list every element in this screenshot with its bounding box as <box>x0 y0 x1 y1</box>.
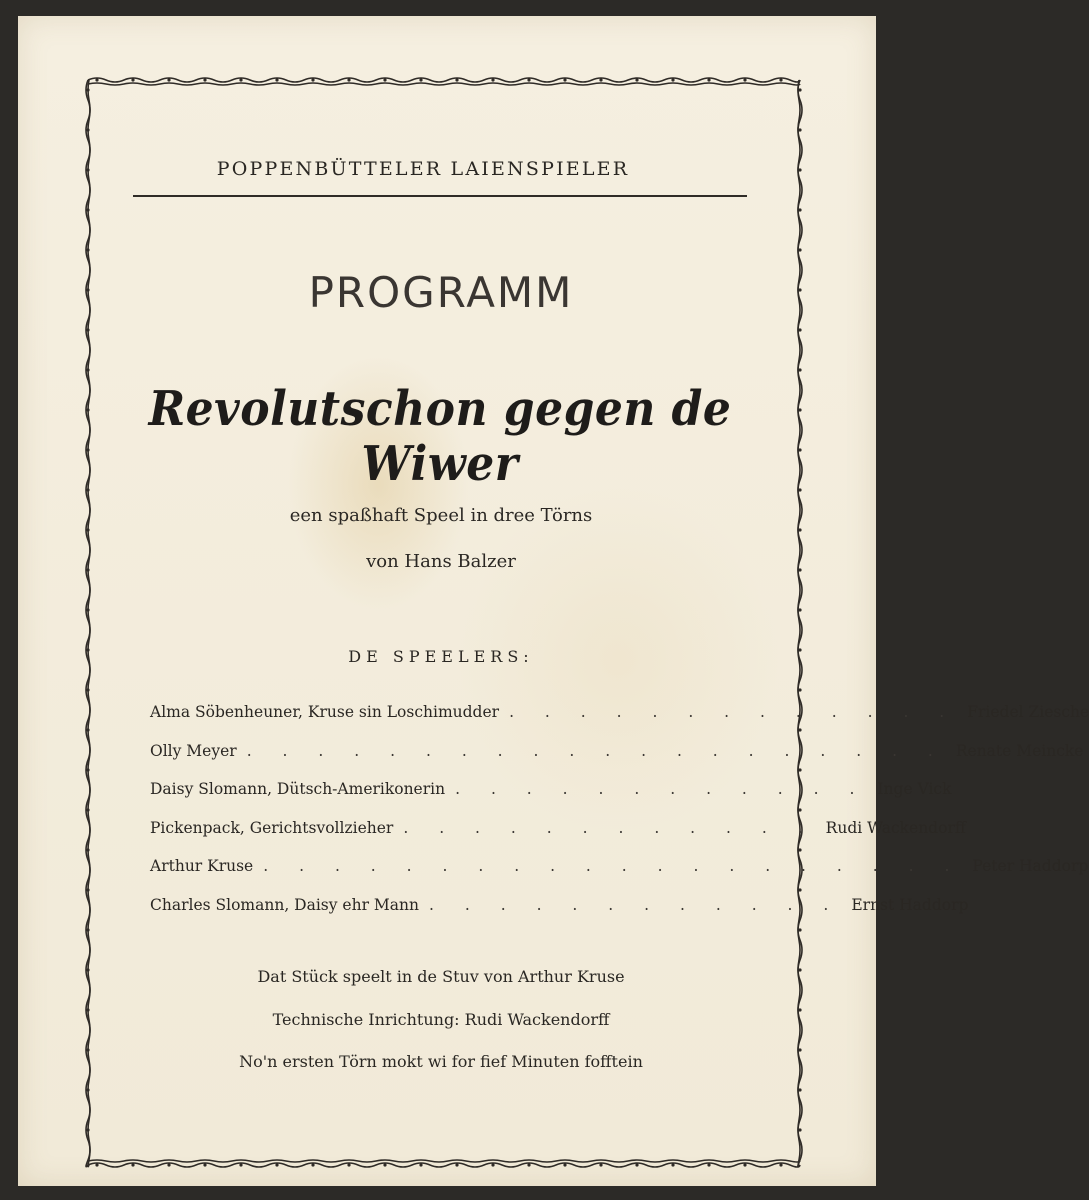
leader-dots: . . . . . . . . . . . . <box>455 780 868 799</box>
cast-row <box>150 741 1084 781</box>
cast-heading: DE SPEELERS: <box>348 647 534 666</box>
cast-role: Alma Söbenheuner, Kruse sin Loschimudder <box>150 703 500 721</box>
cast-row <box>150 895 969 935</box>
leader-dots: . . . . . . . . . . . . <box>403 818 816 837</box>
cast-actor: Inge Vick <box>877 780 952 799</box>
play-title: Revolutschon gegen de Wiwer <box>148 381 732 493</box>
leader-dots: . . . . . . . . . . . . . <box>509 703 958 721</box>
play-author: von Hans Balzer <box>366 551 516 572</box>
cast-role: Daisy Slomann, Dütsch-Amerikonerin <box>150 780 446 799</box>
program-heading: PROGRAMM <box>308 268 574 317</box>
play-subtitle: een spaßhaft Speel in dree Törns <box>289 505 593 526</box>
leader-dots: . . . . . . . . . . . . <box>429 895 842 914</box>
cast-actor: Peter Haddorp <box>972 857 1089 876</box>
leader-dots: . . . . . . . . . . . . . . . . . . . . <box>263 857 963 876</box>
cast-row <box>150 703 1089 742</box>
organization-name: POPPENBÜTTELER LAIENSPIELER <box>216 158 630 180</box>
header-rule <box>133 195 747 197</box>
cast-actor: Rudi Wackendorff <box>825 818 966 837</box>
cast-row <box>150 818 966 858</box>
break-note: No'n ersten Törn mokt wi for fief Minuten fofftein <box>239 1052 643 1071</box>
cast-role: Arthur Kruse <box>150 857 254 876</box>
cast-role: Olly Meyer <box>150 741 237 760</box>
cast-list <box>150 703 1089 935</box>
leader-dots: . . . . . . . . . . . . . . . . . . . . <box>246 741 946 760</box>
cast-actor: Friedel Ziesche <box>967 703 1089 721</box>
cast-role: Pickenpack, Gerichtsvollzieher <box>150 818 394 837</box>
cast-row <box>150 780 952 819</box>
venue-note: Dat Stück speelt in de Stuv von Arthur Kruse <box>257 967 625 986</box>
technical-note: Technische Inrichtung: Rudi Wackendorff <box>272 1010 610 1029</box>
cast-row <box>150 857 1089 896</box>
cast-actor: Ernst Haddorp <box>851 895 969 914</box>
cast-role: Charles Slomann, Daisy ehr Mann <box>150 895 420 914</box>
cast-actor: Renate Meincke <box>955 741 1084 760</box>
